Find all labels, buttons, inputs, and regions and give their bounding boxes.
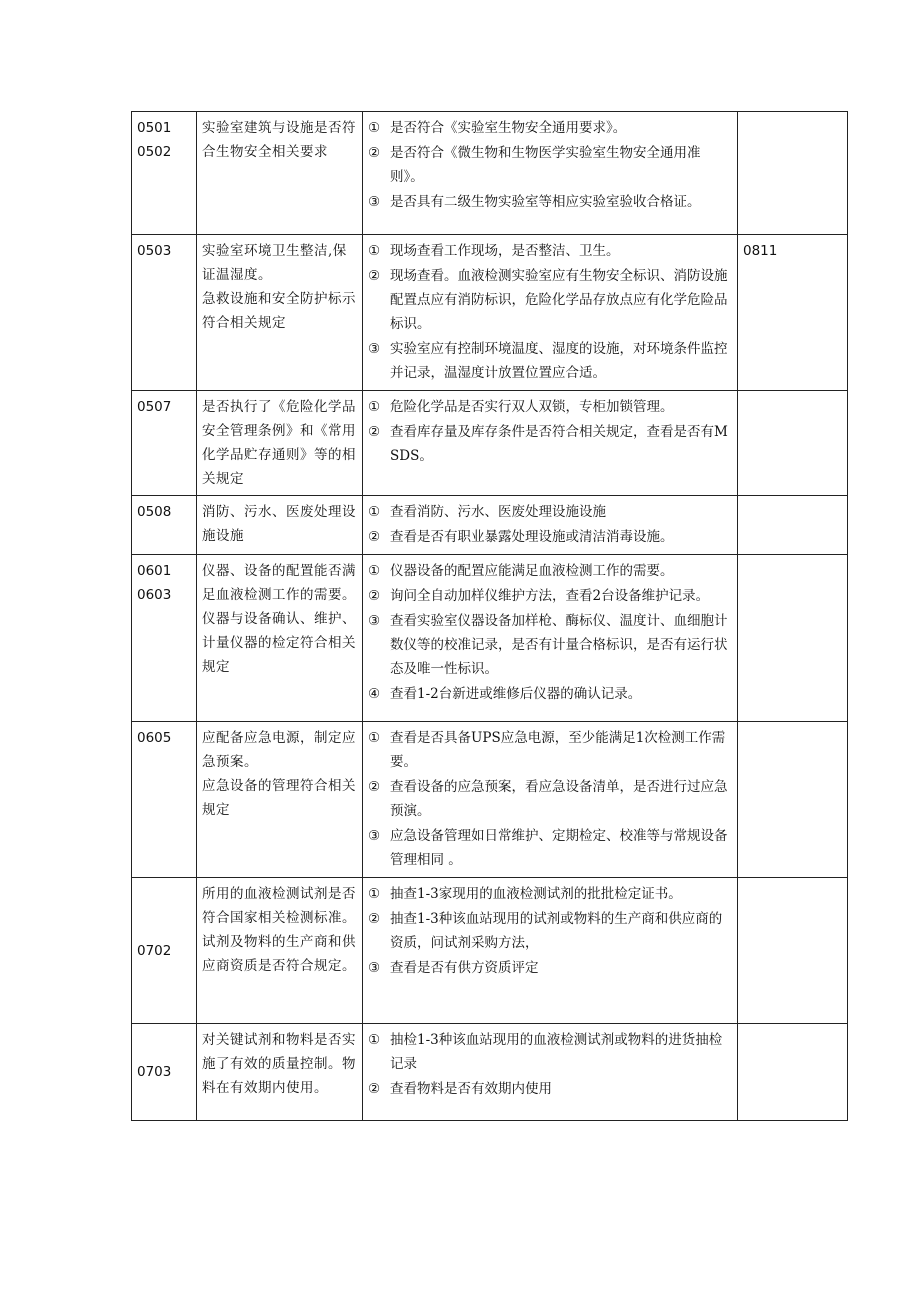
requirement-text: 实验室建筑与设施是否符合生物安全相关要求 — [202, 120, 356, 160]
requirement-cell — [197, 878, 363, 1024]
check-item — [368, 584, 732, 608]
check-text: 查看是否有供方资质评定 — [390, 960, 539, 976]
requirement-cell — [197, 235, 363, 391]
check-text: 查看消防、污水、医废处理设施设施 — [390, 504, 606, 520]
clause-code-cell — [132, 391, 197, 496]
requirement-text: 对关键试剂和物料是否实施了有效的质量控制。物料在有效期内使用。 — [202, 1032, 356, 1096]
reference-code: 0811 — [743, 243, 778, 259]
check-item — [368, 337, 732, 385]
check-item — [368, 116, 732, 140]
requirement-text: 所用的血液检测试剂是否符合国家相关检测标准。 — [202, 886, 356, 926]
check-item — [368, 500, 732, 524]
requirement-cell — [197, 112, 363, 235]
check-text: 查看是否具备UPS应急电源，至少能满足1次检测工作需要。 — [390, 730, 726, 770]
check-text: 危险化学品是否实行双人双锁，专柜加锁管理。 — [390, 399, 674, 415]
check-text: 询问全自动加样仪维护方法，查看2台设备维护记录。 — [390, 588, 710, 604]
check-method-cell — [363, 391, 738, 496]
check-number: ④ — [368, 686, 381, 702]
check-number: ① — [368, 563, 381, 579]
check-text: 抽查1-3家现用的血液检测试剂的批批检定证书。 — [390, 886, 682, 902]
check-number: ① — [368, 730, 381, 746]
clause-code: 0605 — [137, 730, 172, 746]
table-row — [132, 112, 848, 235]
check-method-cell — [363, 112, 738, 235]
check-text: 查看物料是否有效期内使用 — [390, 1081, 552, 1097]
check-number: ② — [368, 145, 381, 161]
check-item — [368, 682, 732, 706]
check-text: 现场查看。血液检测实验室应有生物安全标识、消防设施配置点应有消防标识，危险化学品存放点应有化学危险品标识。 — [390, 268, 728, 332]
check-method-cell — [363, 878, 738, 1024]
clause-code: 0507 — [137, 399, 172, 415]
reference-cell — [738, 391, 848, 496]
reference-cell — [738, 112, 848, 235]
check-item — [368, 1028, 732, 1076]
check-number: ② — [368, 529, 381, 545]
check-number: ② — [368, 424, 381, 440]
check-text: 是否具有二级生物实验室等相应实验室验收合格证。 — [390, 194, 701, 210]
check-method-cell — [363, 722, 738, 878]
table-row — [132, 722, 848, 878]
check-number: ② — [368, 588, 381, 604]
check-item — [368, 907, 732, 955]
check-number: ① — [368, 399, 381, 415]
check-method-cell — [363, 235, 738, 391]
check-number: ② — [368, 911, 381, 927]
check-text: 抽检1-3种该血站现用的血液检测试剂或物料的进货抽检记录 — [390, 1032, 723, 1072]
clause-code-cell — [132, 235, 197, 391]
requirement-text: 实验室环境卫生整洁,保证温湿度。 — [202, 243, 347, 283]
check-number: ② — [368, 268, 381, 284]
requirement-cell — [197, 1024, 363, 1121]
clause-code-cell — [132, 1024, 197, 1121]
check-number: ③ — [368, 960, 381, 976]
reference-cell — [738, 496, 848, 555]
check-number: ③ — [368, 613, 381, 629]
reference-cell — [738, 1024, 848, 1121]
check-item — [368, 420, 732, 468]
requirement-text: 急救设施和安全防护标示符合相关规定 — [202, 291, 356, 331]
check-text: 是否符合《微生物和生物医学实验室生物安全通用准则》。 — [390, 145, 701, 185]
check-item — [368, 726, 732, 774]
table-row — [132, 391, 848, 496]
check-item — [368, 264, 732, 336]
check-text: 查看库存量及库存条件是否符合相关规定，查看是否有MSDS。 — [390, 424, 728, 464]
check-number: ① — [368, 120, 381, 136]
check-text: 查看实验室仪器设备加样枪、酶标仪、温度计、血细胞计数仪等的校准记录，是否有计量合格标识，是否有运行状态及唯一性标识。 — [390, 613, 728, 677]
check-text: 查看1-2台新进或维修后仪器的确认记录。 — [390, 686, 642, 702]
clause-code: 0601 — [137, 563, 172, 579]
table-row — [132, 496, 848, 555]
clause-code: 0503 — [137, 243, 172, 259]
check-number: ② — [368, 779, 381, 795]
requirement-text: 仪器、设备的配置能否满足血液检测工作的需要。 — [202, 563, 356, 603]
check-text: 现场查看工作现场，是否整洁、卫生。 — [390, 243, 620, 259]
check-number: ③ — [368, 828, 381, 844]
requirement-text: 试剂及物料的生产商和供应商资质是否符合规定。 — [202, 934, 356, 974]
inspection-table — [131, 111, 848, 1121]
check-item — [368, 141, 732, 189]
reference-cell — [738, 555, 848, 722]
check-item — [368, 559, 732, 583]
check-item — [368, 525, 732, 549]
check-number: ① — [368, 504, 381, 520]
clause-code-cell — [132, 878, 197, 1024]
check-number: ① — [368, 886, 381, 902]
clause-code: 0603 — [137, 587, 172, 603]
requirement-text: 应急设备的管理符合相关规定 — [202, 778, 356, 818]
check-method-cell — [363, 496, 738, 555]
clause-code-cell — [132, 722, 197, 878]
table-body — [132, 112, 848, 1121]
check-method-cell — [363, 1024, 738, 1121]
clause-code-cell — [132, 496, 197, 555]
check-text: 查看是否有职业暴露处理设施或清洁消毒设施。 — [390, 529, 674, 545]
reference-cell — [738, 878, 848, 1024]
table-row — [132, 1024, 848, 1121]
check-item — [368, 239, 732, 263]
check-item — [368, 882, 732, 906]
check-item — [368, 609, 732, 681]
check-item — [368, 775, 732, 823]
check-text: 应急设备管理如日常维护、定期检定、校准等与常规设备管理相同 。 — [390, 828, 728, 868]
clause-code-cell — [132, 112, 197, 235]
requirement-cell — [197, 391, 363, 496]
check-method-cell — [363, 555, 738, 722]
requirement-text: 应配备应急电源，制定应急预案。 — [202, 730, 356, 770]
check-item — [368, 956, 732, 980]
check-text: 抽查1-3种该血站现用的试剂或物料的生产商和供应商的资质，问试剂采购方法， — [390, 911, 723, 951]
requirement-cell — [197, 722, 363, 878]
check-item — [368, 1077, 732, 1101]
reference-cell — [738, 235, 848, 391]
requirement-text: 消防、污水、医废处理设施设施 — [202, 504, 356, 544]
check-number: ① — [368, 1032, 381, 1048]
clause-code: 0502 — [137, 144, 172, 160]
requirement-cell — [197, 555, 363, 722]
clause-code-cell — [132, 555, 197, 722]
clause-code: 0703 — [137, 1064, 172, 1080]
requirement-text: 仪器与设备确认、维护、计量仪器的检定符合相关规定 — [202, 611, 356, 675]
check-number: ① — [368, 243, 381, 259]
check-text: 查看设备的应急预案，看应急设备清单，是否进行过应急预演。 — [390, 779, 728, 819]
check-number: ② — [368, 1081, 381, 1097]
check-item — [368, 395, 732, 419]
check-text: 是否符合《实验室生物安全通用要求》。 — [390, 120, 627, 136]
check-number: ③ — [368, 341, 381, 357]
table-row — [132, 878, 848, 1024]
table-row — [132, 555, 848, 722]
clause-code: 0501 — [137, 120, 172, 136]
check-item — [368, 824, 732, 872]
check-number: ③ — [368, 194, 381, 210]
clause-code: 0702 — [137, 942, 172, 959]
check-text: 仪器设备的配置应能满足血液检测工作的需要。 — [390, 563, 674, 579]
clause-code: 0508 — [137, 504, 172, 520]
check-text: 实验室应有控制环境温度、湿度的设施，对环境条件监控并记录，温湿度计放置位置应合适。 — [390, 341, 728, 381]
check-item — [368, 190, 732, 214]
table-row — [132, 235, 848, 391]
requirement-cell — [197, 496, 363, 555]
requirement-text: 是否执行了《危险化学品安全管理条例》和《常用化学品贮存通则》等的相关规定 — [202, 399, 356, 487]
reference-cell — [738, 722, 848, 878]
